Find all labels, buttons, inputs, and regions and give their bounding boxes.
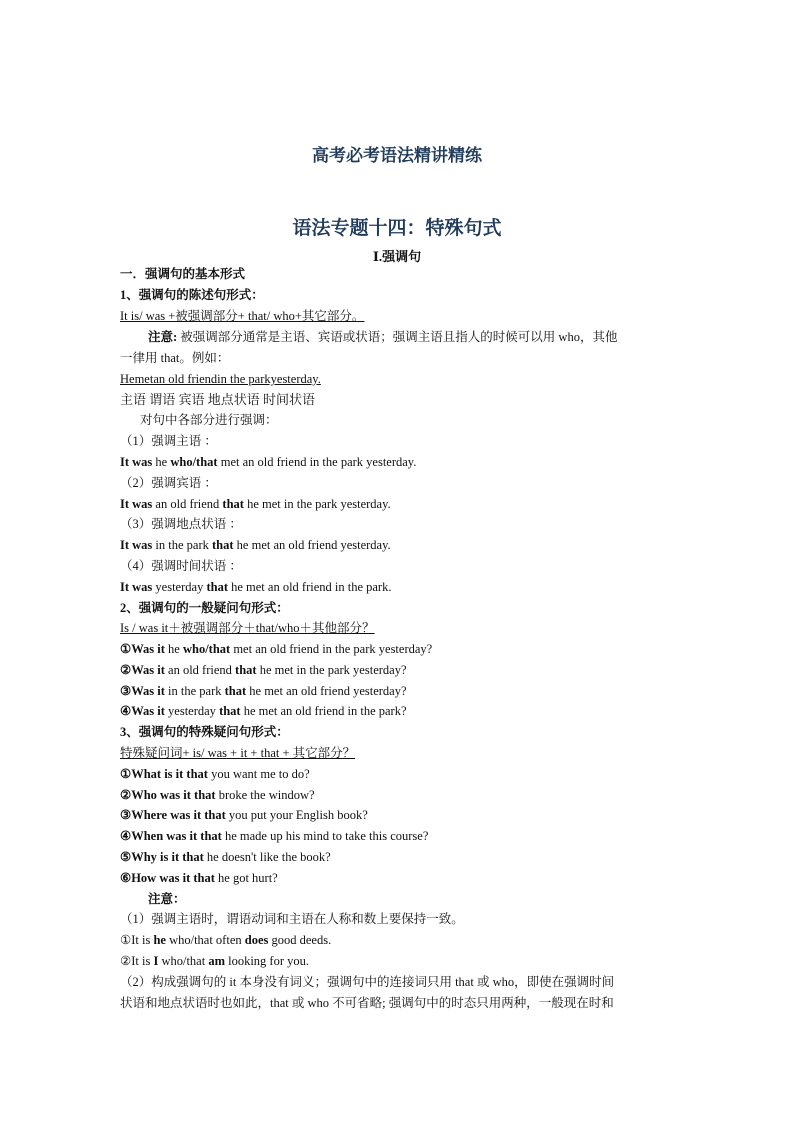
example-part: who/that often [165,933,245,947]
formula-special-question: 特殊疑问词+ is/ was + it + that + 其它部分？ [120,746,356,760]
example-part: he met in the park yesterday? [256,663,407,677]
example-part: am [208,954,225,968]
wh-example-1 [120,766,310,783]
example-part: ②Was it [120,663,165,677]
agreement-example-2 [120,953,309,970]
wh-example-4 [120,828,428,845]
formula-declarative: It is/ was +被强调部分+ that/ who+其它部分。 [120,309,365,323]
stress-object-example [120,496,391,513]
example-part: that [219,704,241,718]
wh-example-3 [120,807,368,824]
note2-label: 注意： [148,892,186,906]
example-part: yesterday [164,704,220,718]
example-part: It was [120,538,153,552]
example-part: an old friend [164,663,236,677]
example-part: he [164,642,183,656]
wh-example-2 [120,787,315,804]
example-part: that [206,580,228,594]
example-part: he met an old friend yesterday. [233,538,391,552]
wh-example-6 [120,870,278,887]
example-part: he doesn't like the book? [203,850,331,864]
question-example-4 [120,703,407,720]
example-part: broke the window? [215,788,315,802]
example-part: he met an old friend in the park? [240,704,407,718]
example-part: ③Was it [120,684,165,698]
question-example-1 [120,641,432,658]
heading-special-question: 3、强调句的特殊疑问句形式： [120,725,289,739]
agreement-example-1 [120,932,331,949]
heading-basic-forms: 一．强调句的基本形式 [120,267,246,281]
question-example-2 [120,662,407,679]
example-part: I [153,954,159,968]
example-part: he made up his mind to take this course? [221,829,429,843]
example-part: It was [120,497,153,511]
example-part: It was [120,455,153,469]
note-continuation: 一律用 that。例如： [120,351,230,365]
example-part: It was [120,580,153,594]
example-part: that [212,538,234,552]
example-part: he got hurt? [214,871,278,885]
example-part: an old friend [152,497,223,511]
example-part: ①It is [120,933,154,947]
example-part: ④When was it that [120,829,222,843]
example-part: that [222,497,244,511]
heading-declarative: 1、强调句的陈述句形式： [120,288,264,302]
stress-subject-label: （1）强调主语 ： [120,434,217,448]
example-part: good deeds. [268,933,332,947]
stress-place-label: （3）强调地点状语 ： [120,517,242,531]
example-part: that [235,663,257,677]
example-part: in the park [164,684,225,698]
example-part: he met an old friend in the park. [227,580,392,594]
example-part: you want me to do? [207,767,310,781]
section-title: Ⅰ.强调句 [372,249,422,264]
example-part: ①What is it that [120,767,208,781]
stress-time-example [120,579,391,596]
wh-example-5 [120,849,331,866]
main-title: 高考必考语法精讲精练 [312,146,482,165]
example-part: that [224,684,247,698]
example-part: who/that [170,455,218,469]
sub-title: 语法专题十四：特殊句式 [292,218,502,239]
example-part: ②It is [120,954,154,968]
note-label: 注意: [148,330,178,344]
example-part: met an old friend in the park yesterday? [230,642,433,656]
note2-point-1: （1）强调主语时，谓语动词和主语在人称和数上要保持一致。 [120,912,464,926]
question-example-3 [120,683,407,700]
note-text: 被强调部分通常是主语、宾语或状语；强调主语且指人的时候可以用 who，其他 [177,330,618,344]
example-part: in the park [152,538,213,552]
example-part: ②Who was it that [120,788,216,802]
example-part: ⑥How was it that [120,871,215,885]
sentence-parts-line: 主语 谓语 宾语 地点状语 时间状语 [120,392,316,407]
example-part: ①Was it [120,642,165,656]
example-part: he [152,455,171,469]
note2-point-2: （2）构成强调句的 it 本身没有词义；强调句中的连接词只用 that 或 who，即使在强调时间 [120,975,615,989]
example-part: who/that [182,642,231,656]
example-part: ④Was it [120,704,165,718]
example-sentence: Hemetan old friendin the parkyesterday. [120,372,321,386]
formula-general-question: Is / was it＋被强调部分＋that/who＋其他部分？ [120,621,375,635]
example-part: ③Where was it that [120,808,226,822]
example-part: you put your English book? [225,808,368,822]
stress-place-example [120,537,391,554]
example-part: he met an old friend yesterday? [246,684,407,698]
example-part: yesterday [152,580,207,594]
heading-general-question: 2、强调句的一般疑问句形式： [120,601,289,615]
example-part: met an old friend in the park yesterday. [217,455,417,469]
note-paragraph [148,329,617,346]
example-part: looking for you. [224,954,310,968]
example-part: he [153,933,166,947]
stress-time-label: （4）强调时间状语 ： [120,559,242,573]
note2-point-2-continued: 状语和地点状语时也如此，that 或 who 不可省略; 强调句中的时态只用两种，一般现在时和 [120,996,614,1010]
stress-subject-example [120,454,416,471]
example-part: who/that [158,954,209,968]
example-part: does [244,933,269,947]
example-part: ⑤Why is it that [120,850,204,864]
example-part: he met in the park yesterday. [243,497,391,511]
stress-intro: 对句中各部分进行强调： [140,413,278,427]
stress-object-label: （2）强调宾语 ： [120,476,217,490]
